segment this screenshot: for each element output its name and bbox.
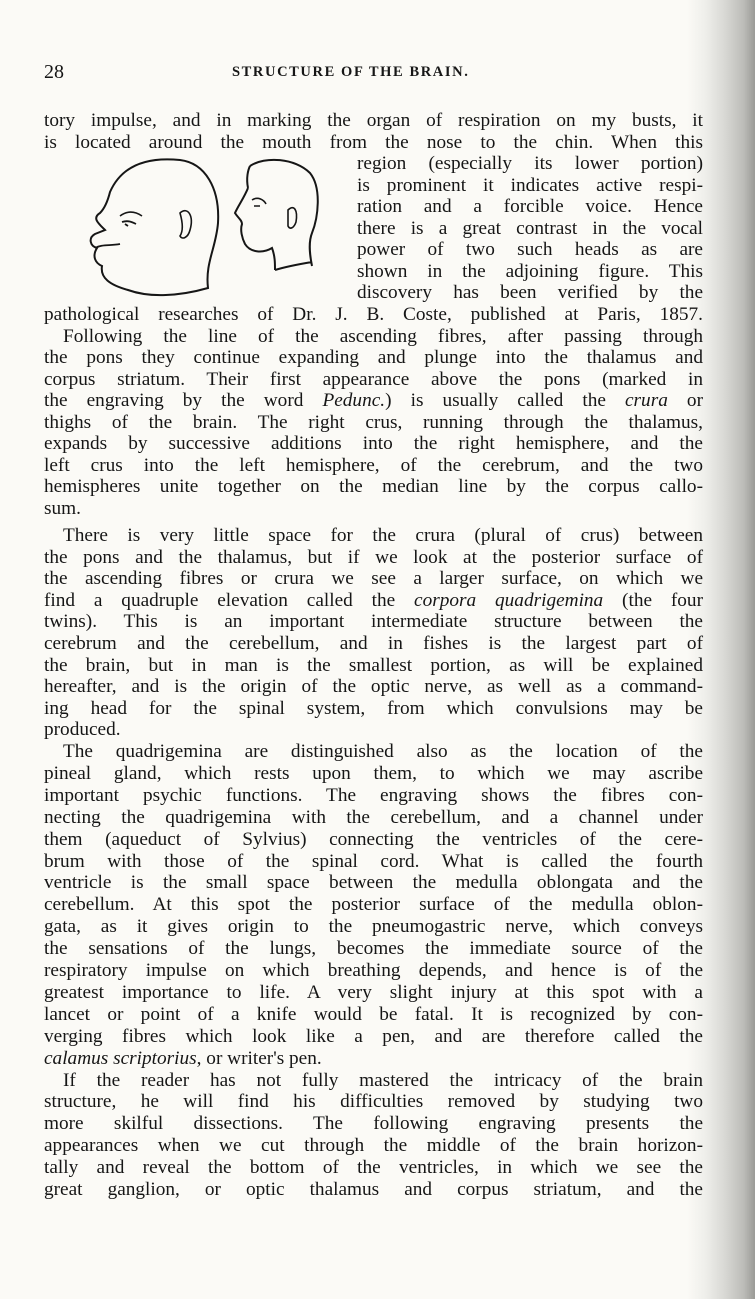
italic-term: calamus scriptorius [44, 1047, 197, 1069]
text-run: the ascending fibres or crura we see a larger surface, on which we [44, 568, 703, 590]
text-line [357, 196, 703, 218]
text-run: find a quadruple elevation called the [44, 589, 415, 611]
text-run: brum with those of the spinal cord. What is called the fourth [44, 850, 703, 872]
text-run: sum. [44, 497, 81, 519]
text-run: There is very little space for the crura (plural of crus) between [63, 525, 703, 546]
text-run: is located around the mouth from the nose to the chin. When this [44, 131, 703, 153]
text-run: power of two such heads as are [357, 239, 703, 261]
text-line [44, 655, 703, 677]
small-head-top [247, 166, 250, 188]
text-run: the pons they continue expanding and plunge into the thalamus and [44, 347, 703, 369]
text-line [44, 938, 703, 960]
text-run: ration and a forcible voice. Hence [357, 196, 703, 218]
text-run: thighs of the brain. The right crus, running through the thalamus, [44, 411, 703, 433]
text-line [44, 982, 703, 1004]
text-run: great ganglion, or optic thalamus and corpus striatum, and the [44, 1179, 703, 1200]
small-head-ear [288, 208, 297, 228]
text-run: discovery has been verified by the [357, 282, 703, 304]
text-line [44, 476, 703, 498]
text-line [44, 763, 703, 785]
text-run: hemispheres unite together on the median line by the corpus callo- [44, 476, 703, 498]
large-head-mouth [95, 244, 120, 248]
text-run: Following the line of the ascending fibres, after passing through [63, 325, 703, 347]
text-run: The quadrigemina are distinguished also as the location of the [63, 741, 703, 762]
text-run: If the reader has not fully mastered the intricacy of the brain [63, 1069, 703, 1091]
text-run: , or writer's pen. [196, 1047, 322, 1069]
text-run: the sensations of the lungs, becomes the immediate source of the [44, 938, 703, 960]
running-title: STRUCTURE OF THE BRAIN. [232, 64, 470, 80]
text-line [44, 433, 703, 455]
text-line [44, 390, 703, 412]
text-run: ) is usually called the [385, 390, 625, 412]
text-line [44, 676, 703, 698]
text-line [44, 829, 703, 851]
text-run: there is a great contrast in the vocal [357, 217, 703, 239]
text-line [44, 1026, 703, 1048]
text-line [357, 153, 703, 175]
text-line [44, 1157, 703, 1179]
text-run: tally and reveal the bottom of the ventricles, in which we see the [44, 1157, 703, 1179]
text-line [357, 282, 703, 304]
text-run: or [667, 390, 703, 412]
text-line [44, 960, 703, 982]
text-line [357, 218, 703, 240]
text-line [63, 1070, 703, 1092]
text-line [44, 412, 703, 434]
text-line [44, 1004, 703, 1026]
text-line [44, 719, 703, 741]
text-run: is prominent it indicates active respi- [357, 174, 703, 196]
text-run: greatest importance to life. A very slight injury at this spot with a [44, 981, 703, 1003]
text-line [44, 132, 703, 154]
text-run: necting the quadrigemina with the cerebellum, and a channel under [44, 806, 703, 828]
text-run: respiratory impulse on which breathing depends, and hence is of the [44, 960, 703, 981]
text-line [63, 741, 703, 763]
text-run: expands by successive additions into the right hemisphere, and the [44, 433, 703, 455]
text-run: lancet or point of a knife would be fatal. It is recognized by con- [44, 1003, 703, 1025]
text-line [44, 1048, 703, 1070]
text-line [44, 1135, 703, 1157]
text-run: ing head for the spinal system, from which convulsions may be [44, 697, 703, 719]
text-run: pathological researches of Dr. J. B. Coste, published at Paris, 1857. [44, 303, 703, 325]
text-run: them (aqueduct of Sylvius) connecting the ventricles of the cere- [44, 828, 703, 850]
text-line [44, 1091, 703, 1113]
large-head-ear [180, 211, 191, 238]
text-line [357, 261, 703, 283]
text-line [357, 239, 703, 261]
text-run: the engraving by the word [44, 390, 323, 412]
text-run: gata, as it gives origin to the pneumogastric nerve, which conveys [44, 916, 703, 938]
text-run: tory impulse, and in marking the organ of respiration on my busts, it [44, 110, 703, 131]
text-run: structure, he will find his difficulties removed by studying two [44, 1091, 703, 1113]
text-run: pineal gland, which rests upon them, to which we may ascribe [44, 762, 703, 784]
text-run: left crus into the left hemisphere, of the cerebrum, and the two [44, 454, 703, 476]
text-line [63, 326, 703, 348]
text-run: corpus striatum. Their first appearance above the pons (marked in [44, 368, 703, 390]
small-head-eye [252, 198, 266, 206]
text-line [44, 633, 703, 655]
text-line [44, 347, 703, 369]
text-line [44, 1113, 703, 1135]
text-run: (the four [603, 589, 703, 611]
text-line [44, 110, 703, 132]
page-number: 28 [44, 61, 64, 83]
text-line [44, 807, 703, 829]
text-run: the pons and the thalamus, but if we look at the posterior surface of [44, 546, 703, 568]
text-line [44, 304, 703, 326]
text-run: region (especially its lower portion) [357, 153, 703, 175]
text-run: appearances when we cut through the middle of the brain horizon- [44, 1135, 703, 1157]
text-run: hereafter, and is the origin of the optic nerve, as well as a command- [44, 676, 703, 698]
text-run: twins). This is an important intermediate structure between the [44, 611, 703, 633]
text-run: produced. [44, 719, 121, 741]
large-head-eye [122, 221, 136, 226]
text-line [44, 498, 703, 520]
italic-term: crura [625, 390, 668, 412]
text-run: shown in the adjoining figure. This [357, 260, 703, 282]
text-line [44, 916, 703, 938]
large-head-brow [120, 212, 142, 216]
text-line [44, 698, 703, 720]
text-run: cerebrum and the cerebellum, and in fishes is the largest part of [44, 633, 703, 654]
text-line [357, 175, 703, 197]
text-run: more skilful dissections. The following engraving presents the [44, 1113, 703, 1135]
text-line [44, 785, 703, 807]
text-line [63, 525, 703, 547]
text-line [44, 369, 703, 391]
text-run: verging fibres which look like a pen, and are therefore called the [44, 1025, 703, 1047]
text-run: the brain, but in man is the smallest portion, as will be explained [44, 654, 703, 676]
text-line [44, 590, 703, 612]
text-line [44, 894, 703, 916]
text-run: cerebellum. At this spot the posterior surface of the medulla oblon- [44, 894, 703, 916]
text-line [44, 872, 703, 894]
italic-term: corpora quadrigemina [414, 589, 604, 611]
large-head-outline [91, 159, 219, 295]
text-run: ventricle is the small space between the medulla oblongata and the [44, 872, 703, 894]
text-line [44, 455, 703, 477]
text-line [44, 568, 703, 590]
text-line [44, 611, 703, 633]
text-line [44, 851, 703, 873]
two-head-profiles-illustration [70, 138, 330, 308]
text-run: important psychic functions. The engraving shows the fibres con- [44, 784, 703, 806]
italic-term: Pedunc. [322, 390, 386, 412]
text-line [44, 547, 703, 569]
text-line [44, 1179, 703, 1201]
